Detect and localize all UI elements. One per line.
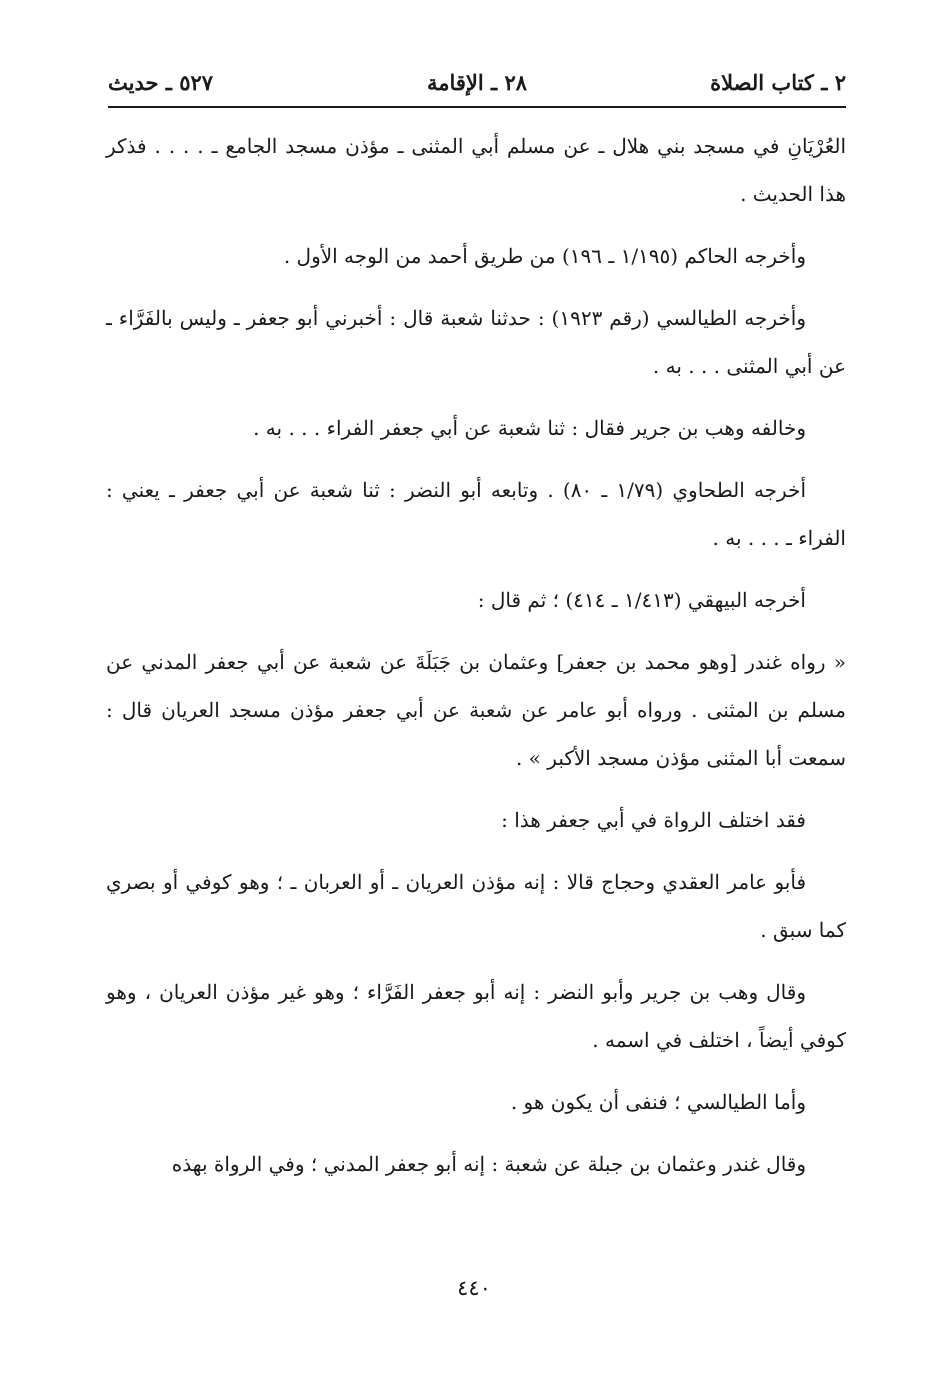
paragraph: وأما الطيالسي ؛ فنفى أن يكون هو .	[510, 1090, 806, 1114]
paragraph: العُرْيَانِ في مسجد بني هلال ـ عن مسلم أبي المثنى ـ مؤذن مسجد الجامع ـ . . . . فذكر هذا الحديث .	[106, 134, 846, 206]
paragraph: أخرجه الطحاوي (١/٧٩ ـ ٨٠) . وتابعه أبو النضر : ثنا شعبة عن أبي جعفر ـ يعني : الفراء ـ . . . به .	[106, 478, 846, 550]
paragraph: فقد اختلف الرواة في أبي جعفر هذا :	[501, 808, 806, 832]
header-book-title: ٢ ـ كتاب الصلاة	[710, 70, 846, 95]
paragraph: وأخرجه الحاكم (١/١٩٥ ـ ١٩٦) من طريق أحمد من الوجه الأول .	[283, 244, 806, 268]
page-body	[106, 122, 846, 1202]
quotation-paragraph: « رواه غندر [وهو محمد بن جعفر] وعثمان بن جَبَلَةَ عن شعبة عن أبي جعفر المدني عن مسلم بن المثنى . ورواه أبو عامر عن شعبة عن أبي جعفر مؤذن مسجد العريان قال : سمعت أبا المثنى مؤذن مسجد الأكبر » .	[106, 650, 846, 770]
header-hadith-number: ٥٢٧ ـ حديث	[108, 70, 214, 95]
header-rule	[108, 106, 846, 108]
paragraph: وقال غندر وعثمان بن جبلة عن شعبة : إنه أبو جعفر المدني ؛ وفي الرواة بهذه	[171, 1152, 806, 1176]
paragraph: وأخرجه الطيالسي (رقم ١٩٢٣) : حدثنا شعبة قال : أخبرني أبو جعفر ـ وليس بالفَرَّاء ـ عن أبي المثنى . . . به .	[106, 306, 846, 378]
paragraph: فأبو عامر العقدي وحجاج قالا : إنه مؤذن العريان ـ أو العربان ـ ؛ وهو كوفي أو بصري كما سبق .	[106, 870, 846, 942]
paragraph: وقال وهب بن جرير وأبو النضر : إنه أبو جعفر الفَرَّاء ؛ وهو غير مؤذن العريان ، وهو كوفي أيضاً ، اختلف في اسمه .	[106, 980, 846, 1052]
header-chapter-title: ٢٨ ـ الإقامة	[426, 70, 528, 95]
paragraph: أخرجه البيهقي (١/٤١٣ ـ ٤١٤) ؛ ثم قال :	[477, 588, 806, 612]
running-header	[108, 66, 846, 106]
page-number: ٤٤٠	[457, 1276, 491, 1300]
paragraph: وخالفه وهب بن جرير فقال : ثنا شعبة عن أبي جعفر الفراء . . . به .	[253, 416, 806, 440]
